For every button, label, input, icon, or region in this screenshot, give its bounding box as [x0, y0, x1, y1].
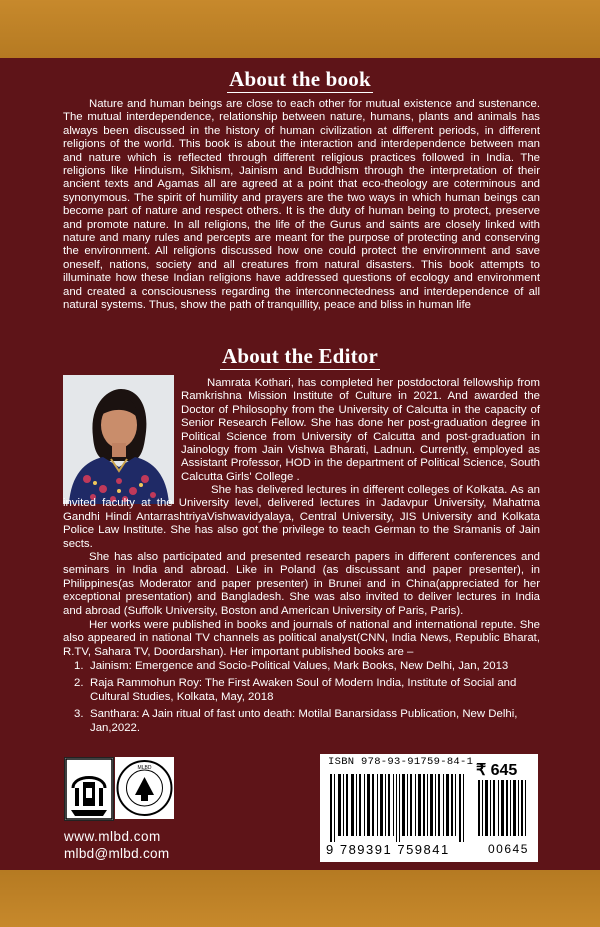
editor-para-4: Her works were published in books and journals of national and international repute. She also appeared in national TV channels as political analyst(CNN, India News, Republic Bharat, R.TV, Sahara TV, Doordarshan). Her important published books are –	[63, 619, 540, 658]
about-editor-heading: About the Editor	[221, 344, 379, 368]
bottom-band	[0, 870, 600, 927]
editor-para-2: She has delivered lectures in different colleges of Kolkata. As an invited faculty at the University level, delivered lectures in Jadavpur University, Mahatma Gandhi Hindi AntarrashtriyaVishwavidyalaya, Central University, JIS University and Kolkata Police Law Institute. She has also got the privilege to teach German to the Sramanis of Jain sects.	[63, 484, 540, 550]
price-digits: 00645	[488, 842, 529, 856]
about-book-text: Nature and human beings are close to each other for mutual existence and sustenance. The mutual interdependence, relationship between nature, humans, plants and animals has always been discussed in the history of human civilization at different periods, in different religions of the world. This book is about the interaction and interdependence between man and nature which is reflected through different religious practices followed in India. The religions like Hinduism, Sikhism, Jainism and Buddhism through the interpretation of their ancient texts and Agamas all are agreed at a point that eco-theology are coterminous and synonymous. The spirit of humility and prayers are the two ways in which human beings can become part of nature and respect others. It is the duty of human being to protect, preserve and promote nature. In all religions, the life of the Gurus and saints are closely linked with nature and many rules and percepts are meant for the purpose of protecting and conserving the environment. All religions discussed how one could protect the environment and save oneself, nations, society and all creatures from natural disasters. This book attempts to illuminate how these Indian religions have addressed questions of ecology and environment and created a consciousness regarding the interconnectedness and interdependence of all natural systems. Thus, show the path of tranquillity, peace and bliss in human life	[63, 98, 540, 312]
list-item: 2. Raja Rammohun Roy: The First Awaken Soul of Modern India, Institute of Social and Cultural Studies, Kolkata, May, 2018	[74, 677, 517, 703]
barcode-digits: 9 789391 759841	[326, 842, 450, 857]
website-link[interactable]: www.mlbd.com	[64, 829, 161, 844]
list-item: 3. Santhara: A Jain ritual of fast unto death: Motilal Banarsidass Publication, New Delhi, Jan,2022.	[74, 708, 518, 734]
svg-text:MLBD: MLBD	[137, 765, 152, 771]
books-list	[64, 660, 540, 739]
barcode-icon	[330, 774, 530, 842]
mlbd-logo	[115, 757, 174, 819]
price-text: ₹ 645	[476, 762, 518, 779]
email-link[interactable]: mlbd@mlbd.com	[64, 846, 170, 861]
barcode-panel	[320, 754, 538, 862]
institution-logo	[64, 757, 114, 821]
editor-para-3: She has also participated and presented research papers in different conferences and seminars in India and abroad. Like in Poland (as discussant and paper presenter), in Philippines(as Moderator and paper presenter) in Brunei and in China(appreciated for her exceptional presentation) and Bangladesh. She was also invited to deliver lectures in India and abroad (Suffolk University, Boston and American University of Paris, Paris).	[63, 551, 540, 617]
about-book-heading: About the book	[229, 67, 371, 91]
editor-para-1: Namrata Kothari, has completed her postdoctoral fellowship from Ramkrishna Mission Institute of Culture in 2021. And awarded the Doctor of Philosophy from the University of Calcutta in the capacity of Senior Research Fellow. She has done her post-graduation degree in Political Science from University of Calcutta and post-graduation in Jainology from Jain Vishwa Bharati, Ladnun. Currently, employed as Assistant Professor, HOD in the department of Political Science, South Calcutta Girls' College .	[181, 377, 540, 483]
isbn-text: ISBN 978-93-91759-84-1	[328, 756, 474, 768]
top-band	[0, 0, 600, 58]
list-item: 1. Jainism: Emergence and Socio-Political Values, Mark Books, New Delhi, Jan, 2013	[74, 660, 509, 672]
